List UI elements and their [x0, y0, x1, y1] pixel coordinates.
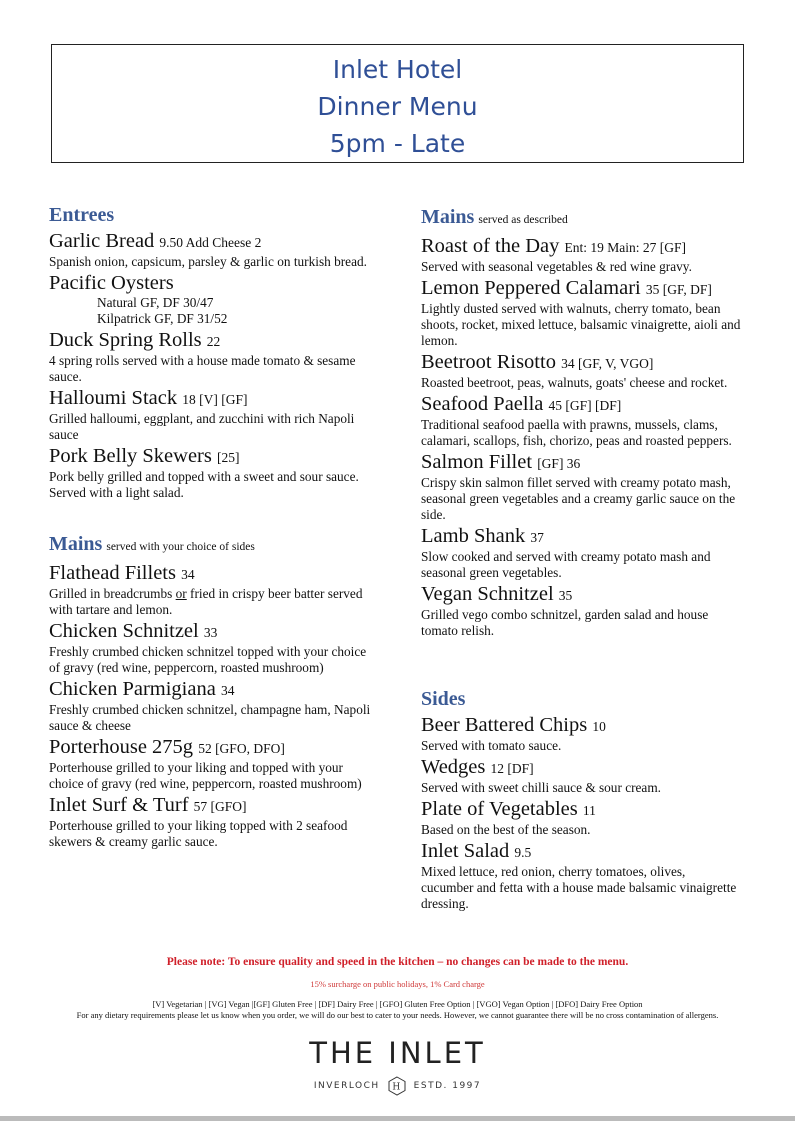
item-name: Chicken Parmigiana [49, 678, 216, 700]
item-name-line [421, 351, 741, 375]
item-name-line [421, 525, 741, 549]
item-name: Inlet Surf & Turf [49, 794, 189, 816]
item-price: 12 [DF] [490, 761, 534, 776]
menu-item [421, 840, 741, 912]
item-price: 34 [220, 683, 235, 698]
item-description [49, 586, 379, 618]
page-bottom-edge [0, 1116, 795, 1121]
item-name: Plate of Vegetables [421, 798, 578, 820]
menu-item [421, 451, 741, 523]
menu-item [49, 562, 379, 618]
section-title: Sides [421, 688, 466, 710]
item-price: 33 [203, 625, 218, 640]
item-name: Flathead Fillets [49, 562, 176, 584]
item-name-line [421, 756, 741, 780]
item-name: Salmon Fillet [421, 451, 533, 473]
item-name: Garlic Bread [49, 230, 155, 252]
item-description: Porterhouse grilled to your liking and topped with your choice of gravy (red wine, peppercorn, roasted mushroom) [49, 760, 362, 791]
menu-hours: 5pm - Late [329, 129, 466, 158]
menu-name: Dinner Menu [317, 92, 478, 121]
item-description: Lightly dusted served with walnuts, cherry tomato, bean shoots, rocket, mixed lettuce, balsamic vinaigrette, aioli and lemon. [421, 301, 741, 348]
item-description: Mixed lettuce, red onion, cherry tomatoes, olives, cucumber and fetta with a house made balsamic vinaigrette dressing. [421, 864, 737, 911]
item-description: Spanish onion, capsicum, parsley & garlic on turkish bread. [49, 254, 367, 269]
item-name: Halloumi Stack [49, 387, 178, 409]
menu-item [421, 756, 741, 796]
item-name-line [49, 562, 379, 586]
item-name-line [49, 329, 379, 353]
svg-text:H: H [391, 1082, 402, 1093]
item-price: 35 [GF, DF] [645, 282, 712, 297]
item-price: 9.5 [514, 845, 532, 860]
section-subtitle: served with your choice of sides [106, 541, 255, 553]
surcharge-note: 15% surcharge on public holidays, 1% Card charge [310, 979, 485, 989]
menu-item [49, 387, 379, 443]
section-entrees [49, 202, 379, 501]
menu-item [421, 235, 741, 275]
item-description: Porterhouse grilled to your liking topped with 2 seafood skewers & creamy garlic sauce. [49, 818, 348, 849]
item-name-line [421, 277, 741, 301]
item-name-line [49, 736, 379, 760]
desc-underlined: or [175, 586, 187, 601]
menu-item [421, 583, 741, 639]
section-mains-choice-of-sides [49, 531, 379, 850]
item-price: Ent: 19 Main: 27 [GF] [564, 240, 686, 255]
menu-item [421, 277, 741, 349]
menu-item [49, 329, 379, 385]
menu-item [49, 230, 379, 270]
item-price: 11 [582, 803, 596, 818]
section-heading [421, 686, 741, 712]
item-name-line [421, 798, 741, 822]
item-description: Based on the best of the season. [421, 822, 591, 837]
item-description: Crispy skin salmon fillet served with creamy potato mash, seasonal green vegetables and a creamy garlic sauce on the side. [421, 475, 736, 522]
menu-item [49, 445, 379, 501]
item-name-line [49, 794, 379, 818]
hotel-name: Inlet Hotel [332, 55, 463, 84]
item-description: Freshly crumbed chicken schnitzel topped with your choice of gravy (red wine, peppercorn, roasted mushroom) [49, 644, 367, 675]
item-name: Porterhouse 275g [49, 736, 194, 758]
item-description: Served with sweet chilli sauce & sour cream. [421, 780, 662, 795]
item-price: 18 [V] [GF] [182, 392, 248, 407]
item-name: Pork Belly Skewers [49, 445, 212, 467]
section-heading [49, 531, 379, 560]
allergen-disclaimer: For any dietary requirements please let us know when you order, we will do our best to cater to your needs. However, we cannot guarantee there will be no cross contamination of allergens. [76, 1010, 719, 1020]
desc-part: Grilled in breadcrumbs [49, 586, 176, 601]
logo-text: THE INLET [309, 1036, 486, 1070]
item-price: 34 [GF, V, VGO] [561, 356, 654, 371]
item-price: 34 [181, 567, 195, 582]
menu-item [49, 794, 379, 850]
item-price: 52 [GFO, DFO] [198, 741, 285, 756]
menu-item [421, 393, 741, 449]
menu-item [421, 798, 741, 838]
item-price: [25] [216, 450, 240, 465]
section-subtitle: served as described [478, 214, 568, 226]
dietary-legend [0, 999, 795, 1021]
item-description: Roasted beetroot, peas, walnuts, goats' cheese and rocket. [421, 375, 728, 390]
menu-item [49, 678, 379, 734]
item-description: Grilled halloumi, eggplant, and zucchini with rich Napoli sauce [49, 411, 355, 442]
item-description: Served with seasonal vegetables & red wine gravy. [421, 259, 692, 274]
item-name-line [421, 393, 741, 417]
section-mains-as-described [421, 204, 741, 639]
item-description: Grilled vego combo schnitzel, garden salad and house tomato relish. [421, 607, 709, 638]
item-price: 35 [558, 588, 573, 603]
logo-established: ESTD. 1997 [413, 1081, 482, 1091]
item-variant: Natural GF, DF 30/47 [97, 295, 214, 310]
logo-subline [0, 1076, 795, 1096]
item-name-line [421, 714, 741, 738]
item-price: 45 [GF] [DF] [548, 398, 622, 413]
menu-item [49, 272, 379, 327]
menu-item [421, 525, 741, 581]
logo-location: INVERLOCH [313, 1081, 380, 1091]
item-name-line [421, 451, 741, 475]
menu-title-box [51, 44, 744, 163]
item-name-line [49, 387, 379, 411]
section-title: Mains [421, 206, 475, 228]
item-name: Inlet Salad [421, 840, 510, 862]
item-price: 10 [592, 719, 606, 734]
item-variant: Kilpatrick GF, DF 31/52 [97, 311, 228, 326]
menu-item [49, 736, 379, 792]
item-price: [GF] 36 [537, 456, 581, 471]
item-name: Beer Battered Chips [421, 714, 588, 736]
item-name: Vegan Schnitzel [421, 583, 554, 605]
item-name: Wedges [421, 756, 486, 778]
item-name-line [421, 235, 741, 259]
item-price: 57 [GFO] [193, 799, 247, 814]
item-name: Chicken Schnitzel [49, 620, 199, 642]
item-name: Roast of the Day [421, 235, 560, 257]
item-name-line [49, 678, 379, 702]
item-name: Pacific Oysters [49, 272, 174, 294]
section-sides [421, 686, 741, 912]
item-name: Lemon Peppered Calamari [421, 277, 641, 299]
item-name-line [421, 583, 741, 607]
item-name: Beetroot Risotto [421, 351, 556, 373]
item-price: 37 [530, 530, 544, 545]
section-title: Entrees [49, 204, 115, 226]
item-name: Seafood Paella [421, 393, 544, 415]
item-name-line [49, 445, 379, 469]
no-changes-note: Please note: To ensure quality and speed in the kitchen – no changes can be made to the menu. [166, 956, 629, 968]
section-title: Mains [49, 533, 103, 555]
item-name-line [49, 620, 379, 644]
item-description: Freshly crumbed chicken schnitzel, champagne ham, Napoli sauce & cheese [49, 702, 371, 733]
item-price: 22 [206, 334, 221, 349]
item-description: Slow cooked and served with creamy potato mash and seasonal green vegetables. [421, 549, 711, 580]
menu-item [421, 714, 741, 754]
item-name-line [421, 840, 741, 864]
desc-part: fried in crispy beer batter served with tartare and lemon. [49, 586, 363, 617]
section-heading [49, 202, 379, 228]
menu-item [49, 620, 379, 676]
section-heading [421, 204, 741, 233]
item-name: Duck Spring Rolls [49, 329, 202, 351]
item-name-line [49, 272, 379, 295]
item-price: 9.50 Add Cheese 2 [159, 235, 262, 250]
menu-item [421, 351, 741, 391]
item-description: 4 spring rolls served with a house made tomato & sesame sauce. [49, 353, 356, 384]
legend-abbreviations: [V] Vegetarian | [VG] Vegan |[GF] Gluten Free | [DF] Dairy Free | [GFO] Gluten Free Option | [VGO] Vegan Option | [DFO] Dairy Free Option [152, 999, 643, 1009]
logo-hexagon-icon [388, 1076, 406, 1096]
item-description: Served with tomato sauce. [421, 738, 562, 753]
item-description: Traditional seafood paella with prawns, mussels, clams, calamari, scallops, fish, chorizo, peas and roasted peppers. [421, 417, 732, 448]
item-name-line [49, 230, 379, 254]
item-description: Pork belly grilled and topped with a sweet and sour sauce. Served with a light salad. [49, 469, 359, 500]
item-name: Lamb Shank [421, 525, 526, 547]
